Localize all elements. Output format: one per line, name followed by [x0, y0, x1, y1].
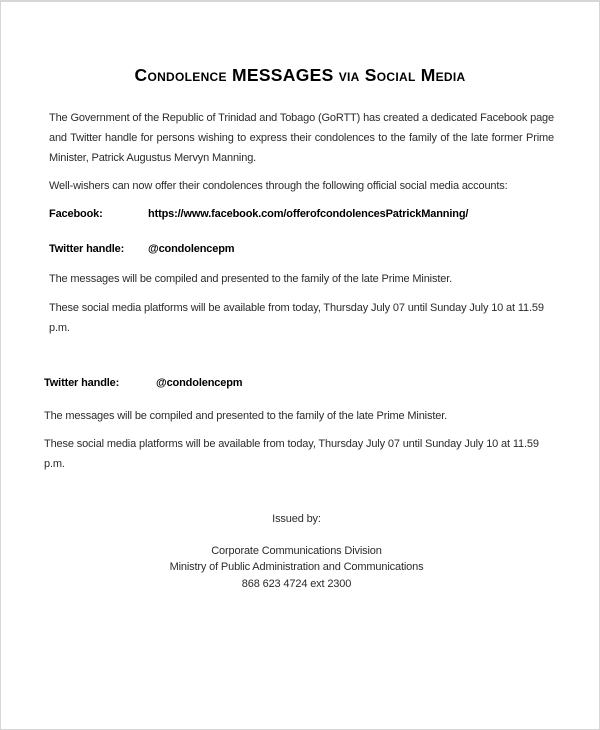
twitter-row-repeat: [44, 373, 549, 393]
org-ministry-line: Ministry of Public Administration and Communications: [169, 561, 424, 573]
twitter-handle-repeat: @condolencepm: [156, 377, 243, 389]
well-wishers-line: Well-wishers can now offer their condolences through the following official social media accounts:: [49, 180, 508, 192]
org-phone-line: 868 623 4724 ext 2300: [241, 577, 352, 590]
messages-note-repeat: The messages will be compiled and presented to the family of the late Prime Minister.: [44, 410, 448, 422]
twitter-handle: @condolencepm: [148, 243, 235, 255]
availability-note: These social media platforms will be available from today, Thursday July 07 until Sunday July 10 at 11.59 p.m.: [49, 302, 544, 334]
facebook-url[interactable]: https://www.facebook.com/offerofcondolencesPatrickManning/: [148, 208, 469, 220]
repeat-section: [44, 373, 549, 474]
twitter-label: Twitter handle:: [49, 243, 125, 255]
main-section: [49, 108, 554, 338]
facebook-row: [49, 204, 554, 224]
intro-paragraph: The Government of the Republic of Trinidad and Tobago (GoRTT) has created a dedicated Facebook page and Twitter handle for persons wishing to express their condolences to the family of the late former Prime Minister, Patrick Augustus Mervyn Manning.: [49, 112, 554, 164]
twitter-row: [49, 239, 554, 259]
page-title: Condolence MESSAGES via Social Media: [134, 65, 466, 85]
issued-by-line: Issued by:: [272, 513, 321, 525]
twitter-label-repeat: Twitter handle:: [44, 377, 120, 389]
org-division-line: Corporate Communications Division: [211, 544, 382, 557]
facebook-label: Facebook:: [49, 208, 103, 220]
messages-note: The messages will be compiled and presented to the family of the late Prime Minister.: [49, 273, 453, 285]
footer-section: [44, 511, 549, 592]
availability-note-repeat: These social media platforms will be available from today, Thursday July 07 until Sunday July 10 at 11.59 p.m.: [44, 438, 539, 470]
